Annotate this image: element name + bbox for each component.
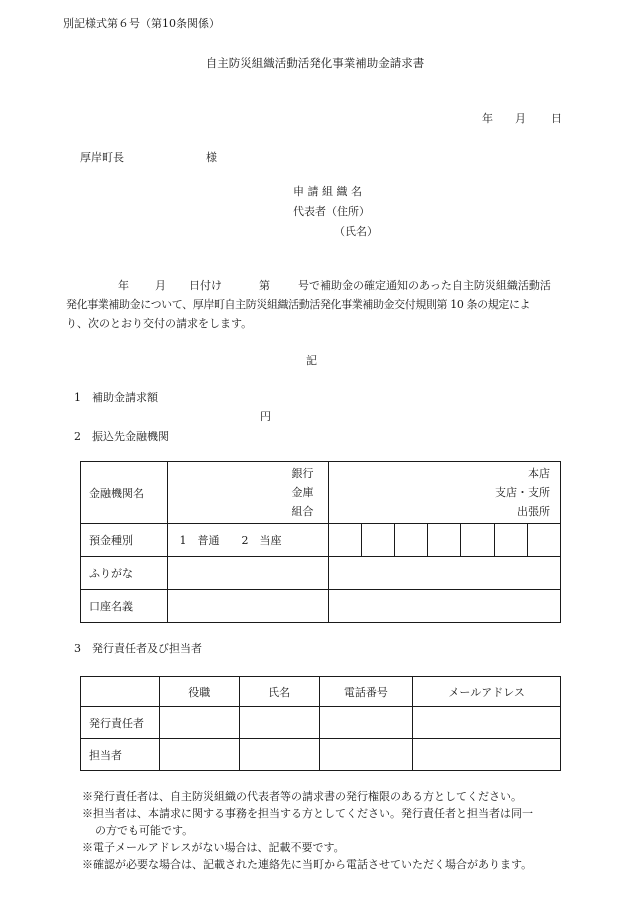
branch-type-cell[interactable] [328, 462, 560, 524]
addressee-honorific: 様 [206, 151, 217, 164]
addressee-name: 厚岸町長 [80, 151, 124, 164]
date-day: 日 [551, 112, 562, 125]
account-digit-6[interactable] [494, 524, 527, 557]
header-email: メールアドレス [413, 677, 561, 707]
yen-label: 円 [260, 410, 271, 423]
note-2: ※担当者は、本請求に関する事務を担当する方としてください。発行責任者と担当者は同一 [82, 807, 533, 820]
account-name-input-1[interactable] [167, 590, 328, 623]
deposit-options[interactable]: 1 普通 2 当座 [167, 524, 328, 557]
issuer-row [81, 707, 561, 739]
account-name-row [81, 590, 561, 623]
issuer-name-input[interactable] [239, 707, 319, 739]
body-number: 第 [259, 279, 270, 292]
furigana-label: ふりがな [81, 557, 168, 590]
account-name-input-2[interactable] [328, 590, 560, 623]
ki-heading: 記 [306, 354, 317, 367]
contact-position-input[interactable] [159, 739, 239, 771]
section2-label: 2 振込先金融機関 [74, 430, 169, 443]
account-digit-3[interactable] [394, 524, 427, 557]
bank-row [81, 462, 561, 524]
account-digit-5[interactable] [461, 524, 494, 557]
applicant-rep-label: 代表者（住所） [293, 205, 370, 218]
header-phone: 電話番号 [319, 677, 413, 707]
body-line1: 号で補助金の確定通知のあった自主防災組織活動活 [298, 279, 551, 292]
body-year: 年 [118, 279, 129, 292]
branch-type-3: 出張所 [517, 505, 550, 518]
bank-type-1: 銀行 [291, 467, 314, 480]
deposit-label: 預金種別 [81, 524, 168, 557]
applicant-name-label: （氏名） [334, 225, 378, 238]
branch-type-2: 支店・支所 [495, 486, 550, 499]
account-digit-7[interactable] [527, 524, 560, 557]
header-position: 役職 [159, 677, 239, 707]
contact-email-input[interactable] [413, 739, 561, 771]
date-year: 年 [482, 112, 493, 125]
contact-name-input[interactable] [239, 739, 319, 771]
body-line3: り、次のとおり交付の請求をします。 [66, 317, 253, 330]
header-name: 氏名 [239, 677, 319, 707]
body-month: 月 [155, 279, 166, 292]
issuer-phone-input[interactable] [319, 707, 413, 739]
bank-label: 金融機関名 [81, 462, 168, 524]
body-day: 日付け [189, 279, 222, 292]
section3-label: 3 発行責任者及び担当者 [74, 642, 202, 655]
body-line2: 発化事業補助金について、厚岸町自主防災組織活動活発化事業補助金交付規則第 10 条の規定によ [66, 298, 531, 311]
account-name-label: 口座名義 [81, 590, 168, 623]
deposit-row [81, 524, 561, 557]
bank-type-cell[interactable] [167, 462, 328, 524]
account-digit-1[interactable] [328, 524, 361, 557]
bank-type-3: 組合 [291, 505, 314, 518]
date-month: 月 [515, 112, 526, 125]
page-title: 自主防災組織活動活発化事業補助金請求書 [205, 56, 425, 70]
bank-type-2: 金庫 [291, 486, 314, 499]
responsible-table [80, 676, 561, 771]
furigana-input-1[interactable] [167, 557, 328, 590]
contact-row [81, 739, 561, 771]
form-number: 別記様式第６号（第10条関係） [63, 17, 220, 30]
header-blank [81, 677, 160, 707]
branch-type-1: 本店 [528, 467, 550, 480]
note-4: ※確認が必要な場合は、記載された連絡先に当町から電話させていただく場合があります。 [82, 858, 533, 871]
bank-table [80, 461, 561, 623]
account-digit-4[interactable] [428, 524, 461, 557]
furigana-input-2[interactable] [328, 557, 560, 590]
note-1: ※発行責任者は、自主防災組織の代表者等の請求書の発行権限のある方としてください。 [82, 790, 522, 803]
contact-phone-input[interactable] [319, 739, 413, 771]
issuer-label: 発行責任者 [81, 707, 160, 739]
section1-label: 1 補助金請求額 [74, 391, 158, 404]
applicant-org-label: 申 請 組 織 名 [293, 185, 362, 198]
contact-label: 担当者 [81, 739, 160, 771]
note-2-cont: の方でも可能です。 [95, 824, 194, 837]
issuer-position-input[interactable] [159, 707, 239, 739]
header-row [81, 677, 561, 707]
note-3: ※電子メールアドレスがない場合は、記載不要です。 [82, 841, 345, 854]
furigana-row [81, 557, 561, 590]
issuer-email-input[interactable] [413, 707, 561, 739]
account-digit-2[interactable] [361, 524, 394, 557]
